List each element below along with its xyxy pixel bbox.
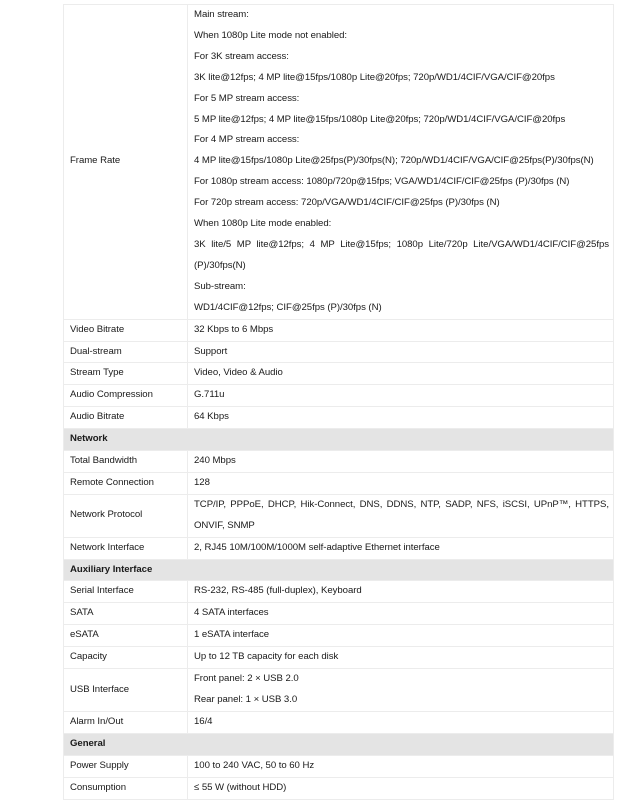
spec-label: Consumption: [64, 777, 188, 799]
spec-label: Serial Interface: [64, 581, 188, 603]
spec-value-line: For 4 MP stream access:: [194, 134, 300, 146]
spec-row-remote-connection: [64, 472, 614, 494]
spec-row-audio-compression: [64, 385, 614, 407]
spec-row-capacity: [64, 647, 614, 669]
spec-value-line: 4 MP lite@15fps/1080p Lite@25fps(P)/30fps(N); 720p/WD1/4CIF/VGA/CIF@25fps(P)/30fps(N): [194, 155, 594, 167]
spec-label: Audio Bitrate: [64, 407, 188, 429]
spec-label: SATA: [64, 603, 188, 625]
spec-value-line: For 5 MP stream access:: [194, 92, 300, 104]
spec-table-body: [64, 5, 614, 800]
spec-label: Network Interface: [64, 537, 188, 559]
spec-label: Power Supply: [64, 755, 188, 777]
spec-row-power-supply: [64, 755, 614, 777]
spec-label: Network Protocol: [64, 494, 188, 537]
spec-value: 1 eSATA interface: [188, 625, 614, 647]
spec-row-sata: [64, 603, 614, 625]
spec-row-serial-interface: [64, 581, 614, 603]
spec-value-line: 3K lite/5 MP lite@12fps; 4 MP Lite@15fps; 1080p Lite/720p Lite/VGA/WD1/4CIF/CIF@25fps (P)/30fps(N): [194, 238, 609, 271]
spec-value-line: TCP/IP, PPPoE, DHCP, Hik-Connect, DNS, DDNS, NTP, SADP, NFS, iSCSI, UPnP™, HTTPS, ONVIF, SNMP: [194, 498, 609, 531]
section-title: General: [64, 733, 614, 755]
spec-row-stream-type: [64, 363, 614, 385]
spec-label: Audio Compression: [64, 385, 188, 407]
spec-row-frame-rate: [64, 5, 614, 320]
spec-row-esata: [64, 625, 614, 647]
spec-value: RS-232, RS-485 (full-duplex), Keyboard: [188, 581, 614, 603]
spec-value-line: When 1080p Lite mode not enabled:: [194, 29, 348, 41]
spec-row-usb-interface: [64, 669, 614, 712]
spec-value-line: Front panel: 2 × USB 2.0: [194, 673, 299, 685]
spec-value-line: WD1/4CIF@12fps; CIF@25fps (P)/30fps (N): [194, 301, 382, 313]
spec-row-total-bandwidth: [64, 451, 614, 473]
spec-value: 240 Mbps: [188, 451, 614, 473]
spec-value: 16/4: [188, 711, 614, 733]
spec-row-video-bitrate: [64, 319, 614, 341]
spec-value-line: Main stream:: [194, 9, 249, 20]
spec-value-line: When 1080p Lite mode enabled:: [194, 218, 332, 230]
spec-label: Remote Connection: [64, 472, 188, 494]
spec-value: Video, Video & Audio: [188, 363, 614, 385]
section-header-network: [64, 429, 614, 451]
spec-value: 100 to 240 VAC, 50 to 60 Hz: [188, 755, 614, 777]
spec-value: [188, 494, 614, 537]
spec-label: eSATA: [64, 625, 188, 647]
spec-value-line: Sub-stream:: [194, 280, 246, 292]
spec-row-dual-stream: [64, 341, 614, 363]
spec-label: Capacity: [64, 647, 188, 669]
spec-value: ≤ 55 W (without HDD): [188, 777, 614, 799]
spec-label: Video Bitrate: [64, 319, 188, 341]
spec-value: G.711u: [188, 385, 614, 407]
spec-row-alarm-in-out: [64, 711, 614, 733]
spec-table: [63, 4, 614, 800]
section-header-auxiliary-interface: [64, 559, 614, 581]
spec-label: Alarm In/Out: [64, 711, 188, 733]
spec-label: Frame Rate: [64, 5, 188, 320]
spec-value: 128: [188, 472, 614, 494]
section-header-general: [64, 733, 614, 755]
spec-row-network-interface: [64, 537, 614, 559]
spec-value: [188, 669, 614, 712]
section-title: Auxiliary Interface: [64, 559, 614, 581]
spec-value: Up to 12 TB capacity for each disk: [188, 647, 614, 669]
spec-value-line: 5 MP lite@12fps; 4 MP lite@15fps/1080p Lite@20fps; 720p/WD1/4CIF/VGA/CIF@20fps: [194, 113, 566, 125]
spec-row-network-protocol: [64, 494, 614, 537]
spec-value-line: Rear panel: 1 × USB 3.0: [194, 694, 298, 705]
spec-label: Total Bandwidth: [64, 451, 188, 473]
spec-row-consumption: [64, 777, 614, 799]
spec-label: Dual-stream: [64, 341, 188, 363]
spec-label: Stream Type: [64, 363, 188, 385]
section-title: Network: [64, 429, 614, 451]
spec-value: Support: [188, 341, 614, 363]
spec-value-line: For 1080p stream access: 1080p/720p@15fps; VGA/WD1/4CIF/CIF@25fps (P)/30fps (N): [194, 176, 570, 188]
spec-value-line: 3K lite@12fps; 4 MP lite@15fps/1080p Lite@20fps; 720p/WD1/4CIF/VGA/CIF@20fps: [194, 71, 555, 83]
spec-value: 32 Kbps to 6 Mbps: [188, 319, 614, 341]
spec-value: 4 SATA interfaces: [188, 603, 614, 625]
spec-value-line: For 3K stream access:: [194, 50, 289, 62]
spec-row-audio-bitrate: [64, 407, 614, 429]
spec-value: [188, 5, 614, 320]
spec-label: USB Interface: [64, 669, 188, 712]
spec-value: 64 Kbps: [188, 407, 614, 429]
spec-value: 2, RJ45 10M/100M/1000M self-adaptive Ethernet interface: [188, 537, 614, 559]
spec-value-line: For 720p stream access: 720p/VGA/WD1/4CIF/CIF@25fps (P)/30fps (N): [194, 197, 500, 209]
